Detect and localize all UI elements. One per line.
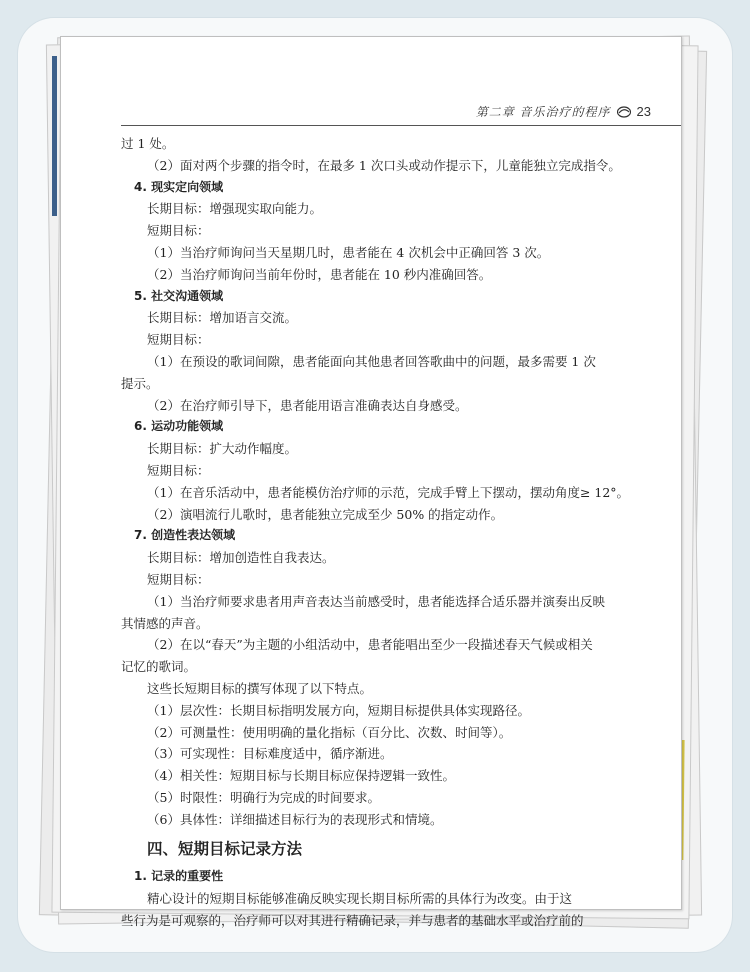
paragraph: 长期目标：增加创造性自我表达。 <box>147 550 335 566</box>
paragraph: 短期目标： <box>147 223 210 239</box>
paragraph: （2）在以“春天”为主题的小组活动中，患者能唱出至少一段描述春天气候或相关 <box>147 637 593 653</box>
paragraph-continuation: 其情感的声音。 <box>121 615 209 631</box>
paragraph: （1）在音乐活动中，患者能模仿治疗师的示范，完成手臂上下摆动，摆动角度≥ 12°。 <box>147 484 630 500</box>
paragraph-continuation: 提示。 <box>121 375 159 391</box>
page-number: 23 <box>636 104 651 119</box>
header-rule <box>121 125 681 126</box>
running-header <box>476 103 651 120</box>
section-heading: 6. 运动功能领域 <box>134 419 224 434</box>
paragraph: 精心设计的短期目标能够准确反映实现长期目标所需的具体行为改变。由于这 <box>147 891 573 907</box>
paragraph: 长期目标：扩大动作幅度。 <box>147 441 298 457</box>
paragraph-continuation: 记忆的歌词。 <box>121 659 197 675</box>
paragraph: 长期目标：增强现实取向能力。 <box>147 201 323 217</box>
page-body <box>121 133 636 932</box>
paragraph: （1）在预设的歌词间隙，患者能面向其他患者回答歌曲中的问题，最多需要 1 次 <box>147 353 596 369</box>
paragraph: 短期目标： <box>147 462 210 478</box>
paragraph-continuation: 些行为是可观察的，治疗师可以对其进行精确记录，并与患者的基础水平或治疗前的 <box>121 912 584 928</box>
paragraph: 长期目标：增加语言交流。 <box>147 310 298 326</box>
major-heading: 四、短期目标记录方法 <box>147 839 303 858</box>
paragraph: 短期目标： <box>147 571 210 587</box>
chapter-title: 第二章 音乐治疗的程序 <box>475 105 611 119</box>
chapter-logo-icon <box>617 106 631 118</box>
paragraph: （2）当治疗师询问当前年份时，患者能在 10 秒内准确回答。 <box>147 266 492 282</box>
paragraph: （1）当治疗师询问当天星期几时，患者能在 4 次机会中正确回答 3 次。 <box>147 244 550 260</box>
paragraph: （5）时限性：明确行为完成的时间要求。 <box>147 789 380 805</box>
book-page <box>60 36 682 928</box>
section-heading: 1. 记录的重要性 <box>134 869 224 884</box>
book-cover-edge <box>52 56 57 216</box>
paragraph: （2）面对两个步骤的指令时，在最多 1 次口头或动作提示下，儿童能独立完成指令。 <box>147 157 621 173</box>
section-heading: 4. 现实定向领域 <box>134 179 224 194</box>
paragraph: 这些长短期目标的撰写体现了以下特点。 <box>147 680 373 696</box>
paragraph: （1）层次性：长期目标指明发展方向，短期目标提供具体实现路径。 <box>147 702 530 718</box>
paragraph: （4）相关性：短期目标与长期目标应保持逻辑一致性。 <box>147 768 455 784</box>
paragraph-continuation: 过 1 处。 <box>121 136 175 151</box>
paragraph: （6）具体性：详细描述目标行为的表现形式和情境。 <box>147 811 443 827</box>
section-heading: 5. 社交沟通领域 <box>134 288 224 303</box>
section-heading: 7. 创造性表达领域 <box>134 528 236 543</box>
paragraph: （2）在治疗师引导下，患者能用语言准确表达自身感受。 <box>147 397 468 413</box>
paragraph: （1）当治疗师要求患者用声音表达当前感受时，患者能选择合适乐器并演奏出反映 <box>147 593 605 609</box>
paragraph: 短期目标： <box>147 332 210 348</box>
paragraph: （2）演唱流行儿歌时，患者能独立完成至少 50% 的指定动作。 <box>147 506 504 522</box>
paragraph: （3）可实现性：目标难度适中，循序渐进。 <box>147 746 393 762</box>
paragraph: （2）可测量性：使用明确的量化指标（百分比、次数、时间等）。 <box>147 724 512 740</box>
